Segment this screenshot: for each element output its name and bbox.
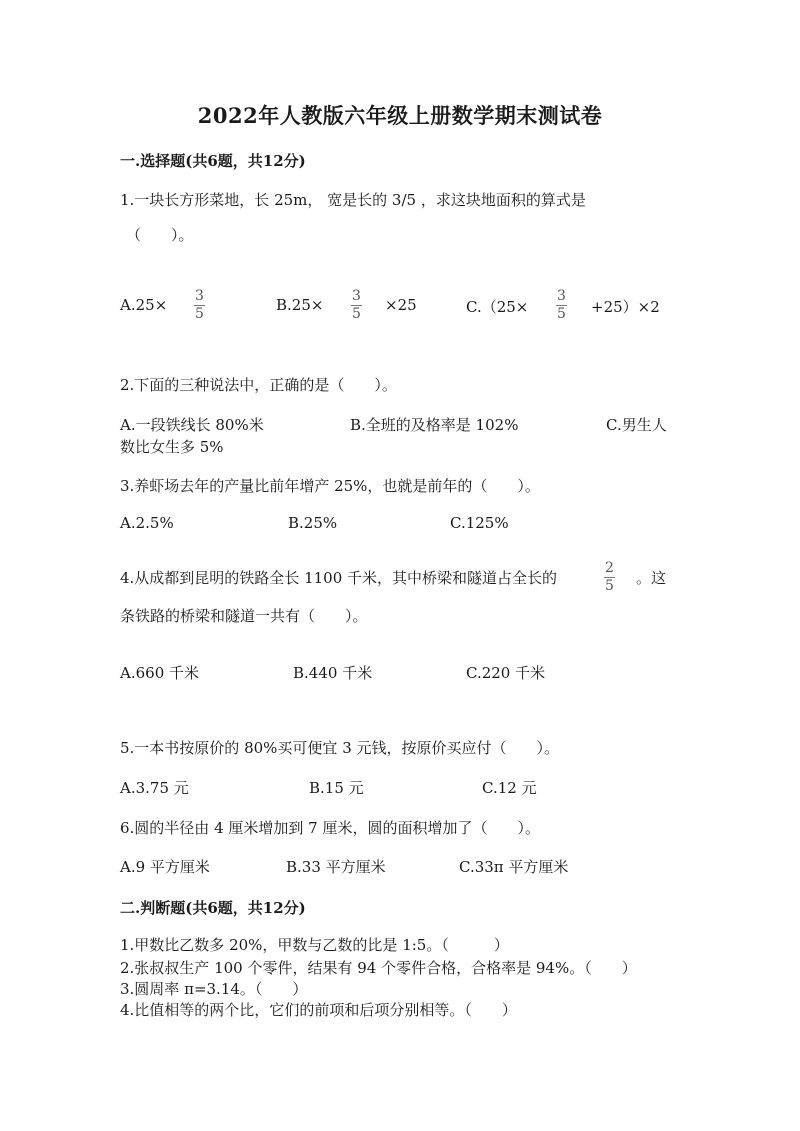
fraction-denominator: 5 [557,306,566,322]
question-1-option-b-tail: ×25 [385,296,417,314]
fraction-numerator: 3 [557,288,566,304]
question-6-option-b: B.33 平方厘米 [286,858,386,876]
page-title: 2022年人教版六年级上册数学期末测试卷 [197,103,603,128]
section-heading-choice: 一.选择题(共6题，共12分) [120,152,306,170]
judgement-item-4: 4.比值相等的两个比，它们的前项和后项分别相等。（ ） [120,1001,517,1019]
question-4-option-a: A.660 千米 [120,664,199,682]
question-2-option-b: B.全班的及格率是 102% [350,416,519,434]
question-1-stem-cont: （ ）。 [126,226,194,244]
question-4-option-c: C.220 千米 [466,664,546,682]
judgement-item-1: 1.甲数比乙数多 20%，甲数与乙数的比是 1:5。（ ） [120,936,509,954]
question-4-stem: 4.从成都到昆明的铁路全长 1100 千米，其中桥梁和隧道占全长的 [120,569,558,587]
question-1-option-c: C.（25× [466,298,529,316]
question-1-option-a: A.25× [120,296,168,314]
question-4-option-b: B.440 千米 [293,664,373,682]
question-1-option-c-fraction [556,289,567,322]
question-4-fraction [604,561,615,594]
fraction-denominator: 5 [195,306,204,322]
fraction-denominator: 5 [605,578,614,594]
question-1-option-c-tail: +25）×2 [591,298,660,316]
question-2-option-c: C.男生人 [606,416,667,434]
question-3-option-b: B.25% [288,514,338,532]
question-1-option-b-fraction [351,289,362,322]
question-6-option-a: A.9 平方厘米 [120,858,210,876]
question-6-option-c: C.33π 平方厘米 [459,858,569,876]
question-3-stem: 3.养虾场去年的产量比前年增产 25%，也就是前年的（ ）。 [120,477,540,495]
question-5-option-c: C.12 元 [482,779,537,797]
question-5-option-a: A.3.75 元 [120,779,189,797]
question-5-stem: 5.一本书按原价的 80%买可便宜 3 元钱，按原价买应付（ ）。 [120,739,560,757]
question-2-stem: 2.下面的三种说法中，正确的是（ ）。 [120,376,397,394]
question-5-option-b: B.15 元 [309,779,364,797]
question-6-stem: 6.圆的半径由 4 厘米增加到 7 厘米，圆的面积增加了（ ）。 [120,819,540,837]
question-2-option-a: A.一段铁线长 80%米 [120,416,264,434]
fraction-denominator: 5 [352,306,361,322]
fraction-numerator: 3 [352,288,361,304]
judgement-item-3: 3.圆周率 π=3.14。（ ） [120,980,308,998]
question-1-option-a-fraction [194,289,205,322]
question-3-option-a: A.2.5% [120,514,174,532]
judgement-item-2: 2.张叔叔生产 100 个零件，结果有 94 个零件合格，合格率是 94%。（ ） [120,959,637,977]
section-heading-judgement: 二.判断题(共6题，共12分) [120,899,306,917]
question-4-stem-cont: 条铁路的桥梁和隧道一共有（ ）。 [120,607,368,625]
fraction-numerator: 3 [195,288,204,304]
question-4-stem-tail: 。这 [636,569,667,587]
question-1-stem: 1.一块长方形菜地，长 25m， 宽是长的 3/5 ，求这块地面积的算式是 [120,191,586,209]
question-1-option-b: B.25× [276,296,324,314]
question-3-option-c: C.125% [450,514,509,532]
fraction-numerator: 2 [605,560,614,576]
question-2-option-c-wrap: 数比女生多 5% [120,438,224,456]
